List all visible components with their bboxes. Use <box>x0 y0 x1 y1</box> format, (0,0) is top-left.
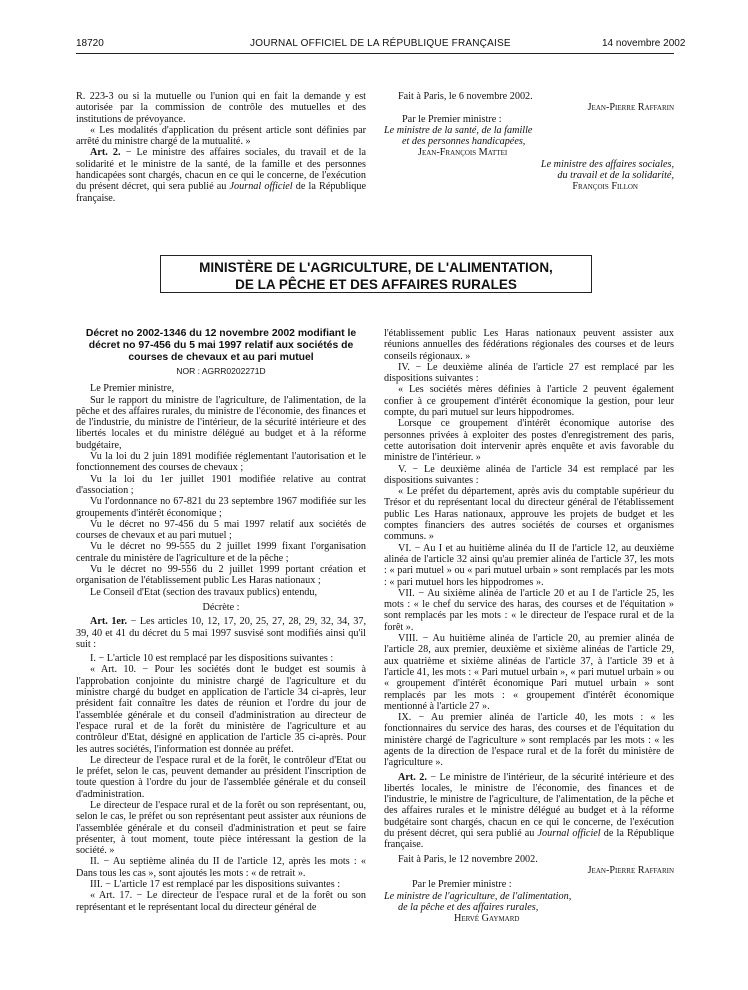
paragraph: Vu la loi du 1er juillet 1901 modifiée relative au contrat d'association ; <box>76 473 366 496</box>
paragraph: « Le préfet du département, après avis du comptable supérieur du Trésor et du représentant local du directeur général de l'établissement public Les Haras nationaux, approuve les projets de budget et les comptes financiers des autres sociétés de courses et organismes communs. » <box>384 486 674 543</box>
journal-title: JOURNAL OFFICIEL DE LA RÉPUBLIQUE FRANÇAISE <box>250 38 511 49</box>
article-2-paragraph <box>76 147 366 203</box>
paragraph: IV. − Le deuxième alinéa de l'article 27 est remplacé par les dispositions suivantes : <box>384 361 674 385</box>
article-text: − Les articles 10, 12, 17, 20, 25, 27, 28, 29, 32, 34, 37, 39, 40 et 41 du décret du 5 mai 1997 susvisé sont modifiés ainsi qu'il suit : <box>76 616 366 650</box>
paragraph: l'établissement public Les Haras nationaux peuvent assister aux réunions annuelles des fédérations régionales des courses et de leurs conseils régionaux. » <box>384 328 674 362</box>
signer-name: Jean-Pierre Raffarin <box>587 864 674 876</box>
paragraph: Vu le décret no 99-555 du 2 juillet 1999 fixant l'organisation centrale du ministère de l'agriculture et de la pêche ; <box>76 541 366 564</box>
paragraph: Lorsque ce groupement d'intérêt économique autorise des personnes privées à exploiter des postes d'enregistrement des paris, cette autorisation doit intervenir après enquête et avis favorable du ministre de l'intérieur. » <box>384 418 674 464</box>
issue-date: 14 novembre 2002 <box>602 38 686 49</box>
paragraph: Vu l'ordonnance no 67-821 du 23 septembre 1967 modifiée sur les groupements d'intérêt économique ; <box>76 496 366 519</box>
paragraph: Le directeur de l'espace rural et de la forêt ou son représentant, ou, selon le cas, le préfet ou son représentant peut assister aux réunions de l'assemblée générale et du conseil d'administration et peut se faire présenter, à tout moment, toute pièce intéressant la gestion de la société. » <box>76 799 366 857</box>
article-2-paragraph <box>384 772 674 851</box>
nor-reference: NOR : AGRR0202271D <box>176 366 266 376</box>
paragraph: Le Premier ministre, <box>90 383 175 395</box>
journal-ref: Journal officiel <box>229 181 293 193</box>
ministry-heading-line: MINISTÈRE DE L'AGRICULTURE, DE L'ALIMENTATION, <box>199 260 553 275</box>
paragraph: Sur le rapport du ministre de l'agriculture, de l'alimentation, de la pêche et des affaires rurales, du ministre de l'économie, des finances et de l'industrie, du ministre de l'intérieur, de la sécurité intérieure et des libertés locales et du ministre délégué au budget et à la réforme budgétaire, <box>76 394 366 451</box>
paragraph: R. 223-3 ou si la mutuelle ou l'union qui en fait la demande y est autorisée par la commission de contrôle des mutuelles et des institutions de prévoyance. <box>76 91 366 125</box>
minister-title: et des personnes handicapées, <box>402 136 526 148</box>
decrete-heading: Décrète : <box>202 601 240 613</box>
paragraph: VIII. − Au huitième alinéa de l'article 20, au premier alinéa de l'article 28, aux premier, deuxième et sixième alinéas de l'article 29, aux quatrième et sixième alinéas de l'article 37, à l'article 39 et à l'article 41, les mots : « Pari mutuel urbain », « pari mutuel urbain » ou « groupement d'intérêt économique Pari mutuel urbain » sont remplacés par les mots : « groupement d'intérêt économique mentionné à l'article 27 ». <box>384 633 674 712</box>
paragraph: « Les modalités d'application du présent article sont définies par arrêté du ministre chargé de la mutualité. » <box>76 124 366 148</box>
signer-name: Jean-Pierre Raffarin <box>587 102 674 114</box>
paragraph: I. − L'article 10 est remplacé par les dispositions suivantes : <box>90 653 334 665</box>
page-header <box>0 0 748 62</box>
paragraph: VI. − Au I et au huitième alinéa du II de l'article 12, au deuxième alinéa de l'article 32 ainsi qu'au premier alinéa de l'article 37, les mots : « pari mutuel » ou « pari mutuel urbain » sont remplacés par les mots : « pari mutuel hors les hippodromes ». <box>384 542 674 588</box>
left-column <box>76 328 366 913</box>
top-right-signatures <box>384 91 674 193</box>
minister-name: Jean-François Mattei <box>418 147 508 159</box>
decree-title: Décret no 2002-1346 du 12 novembre 2002 modifiant le décret no 97-456 du 5 mai 1997 relatif aux sociétés de courses de chevaux et au pari mutuel <box>85 328 357 363</box>
paragraph: Vu le décret no 99-556 du 2 juillet 1999 portant création et organisation de l'établissement public Les Haras nationaux ; <box>76 564 366 587</box>
date-line: Fait à Paris, le 6 novembre 2002. <box>398 91 533 102</box>
par-premier-ministre: Par le Premier ministre : <box>402 113 502 125</box>
paragraph: III. − L'article 17 est remplacé par les dispositions suivantes : <box>90 879 341 891</box>
minister-title: de la pêche et des affaires rurales, <box>398 901 539 913</box>
article-text: de la République française. <box>76 181 366 204</box>
minister-name: François Fillon <box>572 181 638 193</box>
paragraph: Vu le décret no 97-456 du 5 mai 1997 relatif aux sociétés de courses de chevaux et au pari mutuel ; <box>76 518 366 542</box>
minister-title: Le ministre de l'agriculture, de l'alimentation, <box>384 890 572 902</box>
par-premier-ministre: Par le Premier ministre : <box>412 879 512 891</box>
right-column <box>384 328 674 924</box>
minister-name: Hervé Gaymard <box>454 913 520 925</box>
article-label: Art. 1er. <box>90 616 128 628</box>
header-rule <box>76 53 674 54</box>
journal-ref: Journal officiel <box>537 828 601 840</box>
paragraph: V. − Le deuxième alinéa de l'article 34 est remplacé par les dispositions suivantes : <box>384 463 674 486</box>
page-number: 18720 <box>76 38 104 49</box>
article-text: de la République française. <box>384 828 674 851</box>
top-left-column <box>76 91 366 204</box>
paragraph: Le directeur de l'espace rural et de la forêt, le contrôleur d'Etat ou le préfet, selon le cas, peuvent demander au président l'inscription de toute question à l'ordre du jour de l'assemblée générale et du conseil d'administration. <box>76 754 366 800</box>
article-text: − Le ministre des affaires sociales, du travail et de la solidarité et le ministre de la santé, de la famille et des personnes handicapées sont chargés, chacun en ce qui le concerne, de l'exécution du présent décret, qui sera publié au <box>76 147 366 193</box>
article-label: Art. 2. <box>398 771 427 783</box>
ministry-heading-box <box>160 255 592 293</box>
paragraph: Vu la loi du 2 juin 1891 modifiée réglementant l'autorisation et le fonctionnement des courses de chevaux ; <box>76 451 366 474</box>
paragraph: IX. − Au premier alinéa de l'article 40, les mots : « les fonctionnaires du service des haras, des courses et de l'équitation du ministère chargé de l'agriculture » sont remplacés par les mots : « les agents de la direction de l'espace rural et de la forêt du ministère de l'agriculture ». <box>384 712 674 769</box>
article-label: Art. 2. <box>90 147 121 159</box>
article-1-paragraph <box>76 616 366 650</box>
paragraph: Le Conseil d'Etat (section des travaux publics) entendu, <box>90 586 318 598</box>
paragraph: VII. − Au sixième alinéa de l'article 20 et au I de l'article 25, les mots : « le chef du service des haras, des courses et de l'équitation » sont remplacés par les mots : « le directeur de l'espace rural et de la forêt ». <box>384 587 674 633</box>
minister-title: Le ministre des affaires sociales, <box>540 158 674 170</box>
minister-title: du travail et de la solidarité, <box>557 170 674 182</box>
paragraph: II. − Au septième alinéa du II de l'article 12, après les mots : « Dans tous les cas », sont ajoutés les mots : « de retrait ». <box>76 856 366 879</box>
minister-title: Le ministre de la santé, de la famille <box>384 124 533 136</box>
paragraph: « Art. 17. − Le directeur de l'espace rural et de la forêt ou son représentant et le représentant local du directeur général de <box>76 890 366 913</box>
article-text: − Le ministre de l'intérieur, de la sécurité intérieure et des libertés locales, le ministre de l'économie, des finances et de l'industrie, le ministre de l'agriculture, de l'alimentation, de la pêche et des affaires rurales et le ministre délégué au budget et à la réforme budgétaire sont chargés, chacun en ce qui le concerne, de l'exécution du présent décret, qui sera publié au <box>384 771 674 840</box>
paragraph: « Art. 10. − Pour les sociétés dont le budget est soumis à l'approbation conjointe du ministre chargé de l'agriculture et du ministre chargé du budget en application de l'article 34 ci-après, leur président fait connaître les dates de réunion et l'ordre du jour de l'assemblée générale et du conseil d'administration au directeur de l'espace rural et de la forêt du ministère de l'agriculture et au contrôleur d'Etat, désigné en application de l'article 35 ci-après. Pour les autres sociétés, l'information est donnée au préfet. <box>76 664 366 755</box>
ministry-heading-line: DE LA PÊCHE ET DES AFFAIRES RURALES <box>235 277 517 292</box>
date-line: Fait à Paris, le 12 novembre 2002. <box>398 853 538 865</box>
paragraph: « Les sociétés mères définies à l'article 2 peuvent également confier à ce groupement d'intérêt économique la gestion, pour leur compte, du pari mutuel sur leurs hippodromes. <box>384 384 674 419</box>
